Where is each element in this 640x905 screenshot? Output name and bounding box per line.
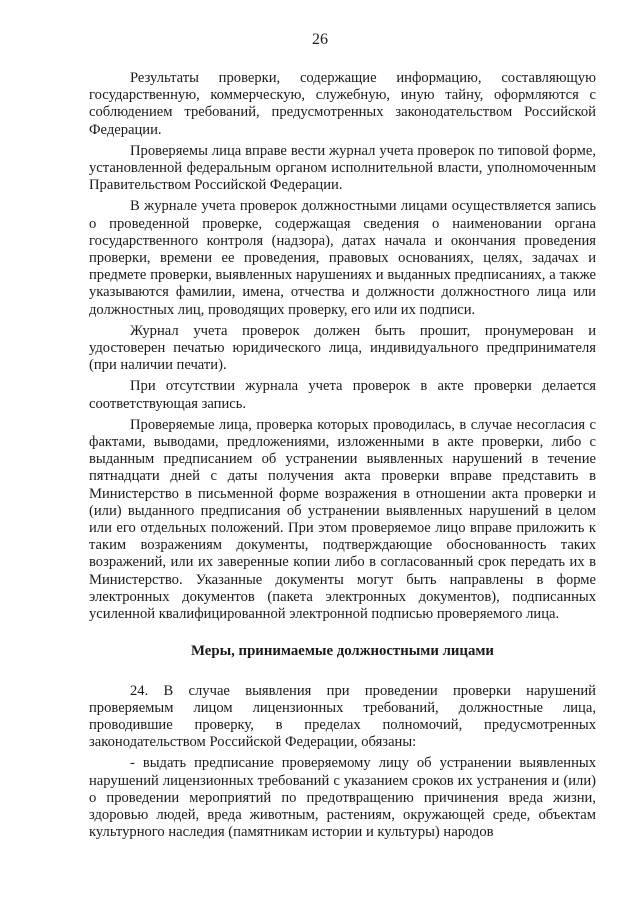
paragraph-journal-binding: Журнал учета проверок должен быть прошит, пронумерован и удостоверен печатью юридического лица, индивидуального предпринимателя (при наличии печати). [89,322,596,374]
section-heading: Меры, принимаемые должностными лицами [191,643,494,660]
paragraph-journal-entry-contents: В журнале учета проверок должностными лицами осуществляется запись о проведенной проверке, содержащая сведения о наименовании органа государственного контроля (надзора), датах начала и окончания проведения проверки, времени ее проведения, правовых основаниях, целях, задачах и предмете проверки, выявленных нарушениях и выданных предписаниях, а также указываются фамилии, имена, отчества и должности должностного лица или должностных лиц, проводящих проверку, его или их подписи. [89,198,596,318]
paragraph-classified-results: Результаты проверки, содержащие информацию, составляющую государственную, коммерческую, служебную, иную тайну, оформляются с соблюдением требований, предусмотренных законодательством Российской Федерации. [89,70,596,138]
paragraph-24-violations: 24. В случае выявления при проведении проверки нарушений проверяемым лицом лицензионных требований, должностные лица, проводившие проверку, в пределах полномочий, предусмотренных законодательством Российской Федерации, обязаны: [89,682,596,751]
paragraph-inspection-journal-right: Проверяемы лица вправе вести журнал учета проверок по типовой форме, установленной федеральным органом исполнительной власти, уполномоченным Правительством Российской Федерации. [89,142,596,194]
document-body [89,70,596,845]
paragraph-no-journal: При отсутствии журнала учета проверок в акте проверки делается соответствующая запись. [89,378,596,412]
paragraph-objections: Проверяемые лица, проверка которых проводилась, в случае несогласия с фактами, выводами, предложениями, изложенными в акте проверки, либо с выданным предписанием об устранении выявленных нарушений в течение пятнадцати дней с даты получения акта проверки вправе представить в Министерство в письменной форме возражения в отношении акта проверки и (или) выданного предписания об устранении выявленных нарушений в целом или его отдельных положений. При этом проверяемое лицо вправе приложить к таким возражениям документы, подтверждающие обоснованность таких возражений, или их заверенные копии либо в согласованный срок передать их в Министерство. Указанные документы могут быть направлены в форме электронных документов (пакета электронных документов), подписанных усиленной квалифицированной электронной подписью проверяемого лица. [89,416,596,623]
list-item-issue-order: - выдать предписание проверяемому лицу об устранении выявленных нарушений лицензионных требований с указанием сроков их устранения и (или) о проведении мероприятий по предотвращению причинения вреда жизни, здоровью людей, вреда животным, растениям, окружающей среде, объектам культурного наследия (памятникам истории и культуры) народов [89,755,596,841]
page-number: 26 [312,31,328,48]
